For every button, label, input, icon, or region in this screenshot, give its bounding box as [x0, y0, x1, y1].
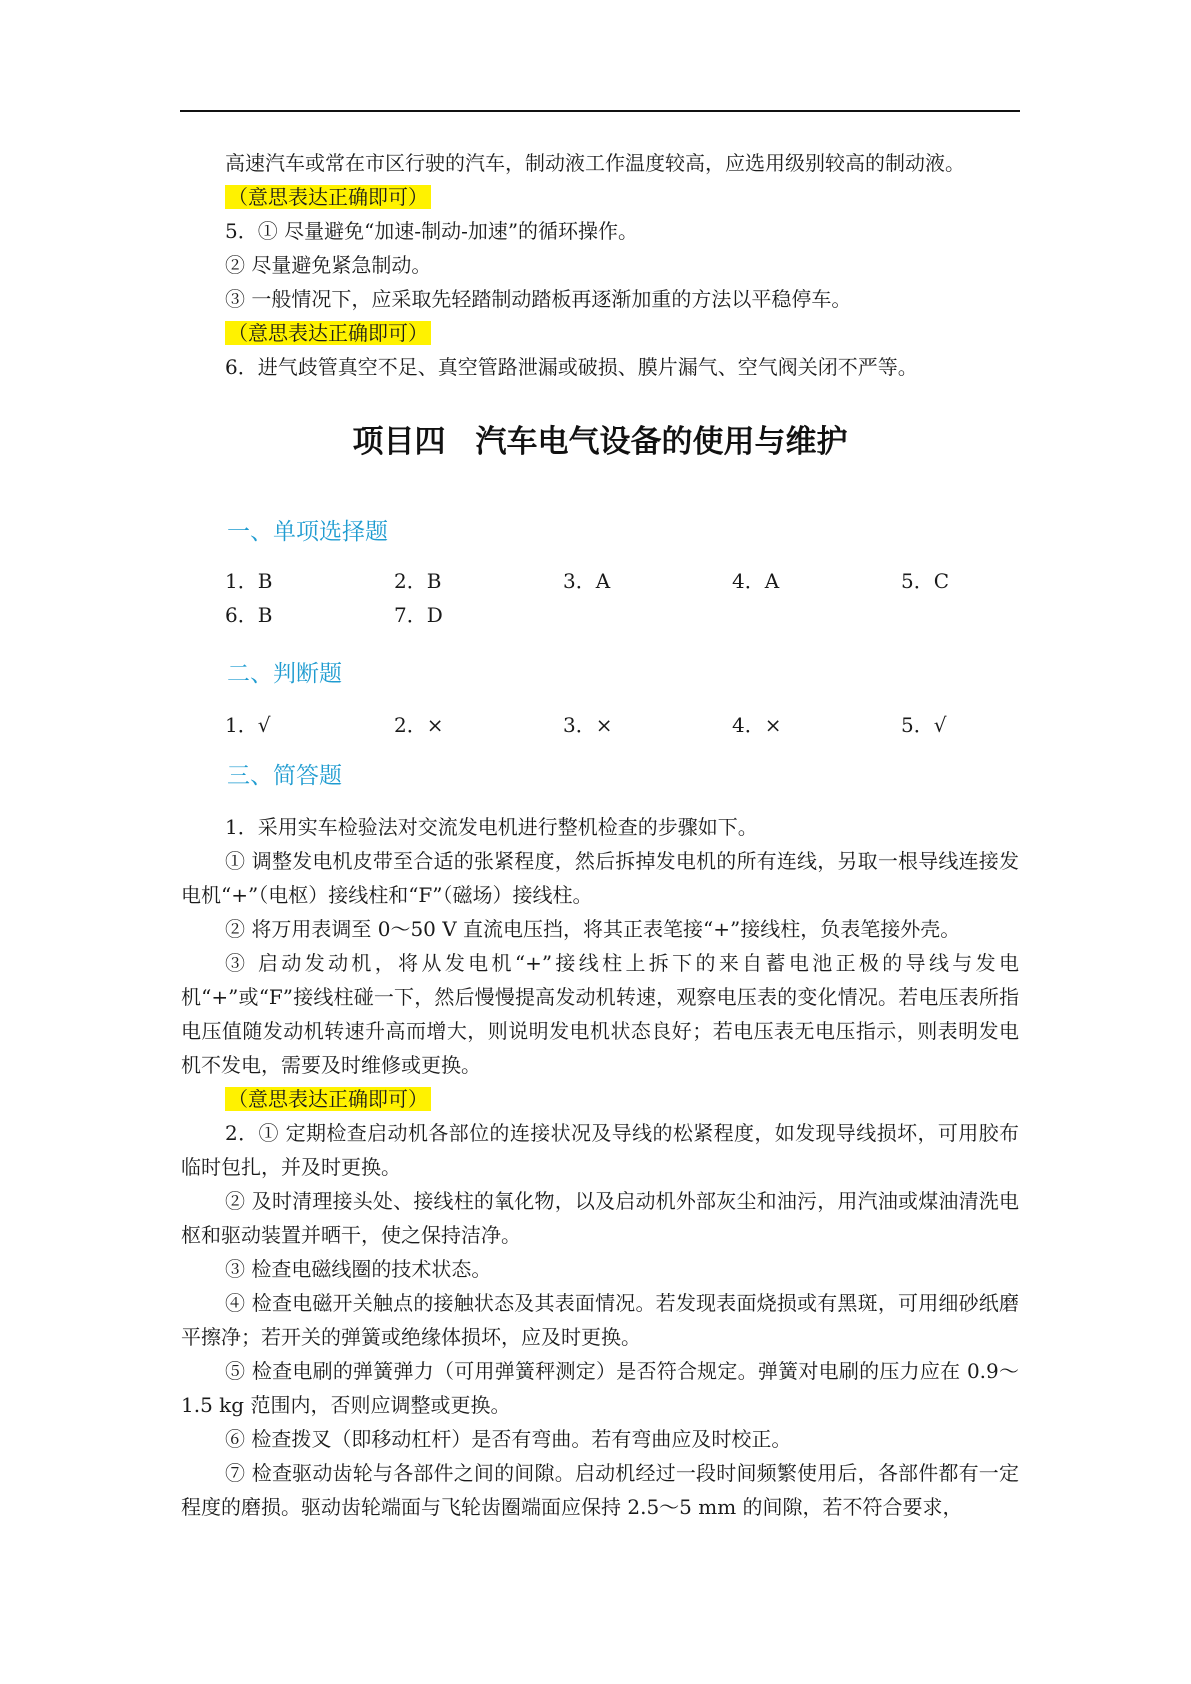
note-highlight: （意思表达正确即可） [225, 1087, 431, 1111]
answer-item: 2．B [394, 569, 442, 593]
project-number: 项目四 [352, 424, 446, 460]
paragraph: ④ 检查电磁开关触点的接触状态及其表面情况。若发现表面烧损或有黑斑，可用细砂纸磨平擦净；若开关的弹簧或绝缘体损坏，应及时更换。 [181, 1291, 1019, 1349]
text-line: 5．① 尽量避免“加速-制动-加速”的循环操作。 [225, 219, 639, 243]
answer-item: 1．√ [225, 713, 271, 737]
paragraph: ① 调整发电机皮带至合适的张紧程度，然后拆掉发电机的所有连线，另取一根导线连接发电机“+”（电枢）接线柱和“F”（磁场）接线柱。 [181, 849, 1019, 907]
header-rule [180, 110, 1020, 112]
document-page [181, 146, 1019, 1524]
section-heading-choice: 一、单项选择题 [227, 519, 388, 545]
paragraph: ⑦ 检查驱动齿轮与各部件之间的间隙。启动机经过一段时间频繁使用后，各部件都有一定程度的磨损。驱动齿轮端面与飞轮齿圈端面应保持 2.5～5 mm 的间隙，若不符合要求， [181, 1461, 1019, 1519]
answer-item: 5．C [901, 569, 950, 593]
short-answer-body [181, 810, 1019, 1524]
answer-item: 2．× [394, 713, 444, 737]
answer-item: 4．A [732, 569, 780, 593]
note-highlight: （意思表达正确即可） [225, 321, 431, 345]
answer-item: 4．× [732, 713, 782, 737]
paragraph: ⑤ 检查电刷的弹簧弹力（可用弹簧秤测定）是否符合规定。弹簧对电刷的压力应在 0.9～1.5 kg 范围内，否则应调整或更换。 [181, 1359, 1019, 1417]
paragraph: 1．采用实车检验法对交流发电机进行整机检查的步骤如下。 [225, 815, 758, 839]
note-highlight: （意思表达正确即可） [225, 185, 431, 209]
answer-item: 6．B [225, 603, 273, 627]
answer-item: 3．× [563, 713, 613, 737]
section-heading-short-answer: 三、简答题 [227, 763, 342, 789]
paragraph: ③ 启动发动机，将从发电机“+”接线柱上拆下的来自蓄电池正极的导线与发电机“+”或“F”接线柱碰一下，然后慢慢提高发动机转速，观察电压表的变化情况。若电压表所指电压值随发动机转速升高而增大，则说明发电机状态良好；若电压表无电压指示，则表明发电机不发电，需要及时维修或更换。 [181, 951, 1019, 1077]
answer-item: 5．√ [901, 713, 947, 737]
paragraph: 2．① 定期检查启动机各部位的连接状况及导线的松紧程度，如发现导线损坏，可用胶布临时包扎，并及时更换。 [181, 1121, 1019, 1179]
project-name: 汽车电气设备的使用与维护 [475, 424, 848, 460]
paragraph: ⑥ 检查拨叉（即移动杠杆）是否有弯曲。若有弯曲应及时校正。 [225, 1427, 792, 1451]
paragraph: ③ 检查电磁线圈的技术状态。 [225, 1257, 492, 1281]
text-line: 高速汽车或常在市区行驶的汽车，制动液工作温度较高，应选用级别较高的制动液。 [225, 151, 965, 175]
choice-answers [181, 564, 1019, 632]
project-title [181, 420, 1019, 464]
text-line: ③ 一般情况下，应采取先轻踏制动踏板再逐渐加重的方法以平稳停车。 [225, 287, 852, 311]
judge-answers [181, 708, 1019, 742]
text-line: 6．进气歧管真空不足、真空管路泄漏或破损、膜片漏气、空气阀关闭不严等。 [225, 355, 918, 379]
answer-item: 3．A [563, 569, 611, 593]
paragraph: ② 将万用表调至 0～50 V 直流电压挡，将其正表笔接“+”接线柱，负表笔接外壳。 [225, 917, 961, 941]
section-heading-judge: 二、判断题 [227, 661, 342, 687]
text-line: ② 尽量避免紧急制动。 [225, 253, 432, 277]
paragraph: ② 及时清理接头处、接线柱的氧化物，以及启动机外部灰尘和油污，用汽油或煤油清洗电枢和驱动装置并晒干，使之保持洁净。 [181, 1189, 1019, 1247]
answer-item: 1．B [225, 569, 273, 593]
answer-item: 7．D [394, 603, 443, 627]
